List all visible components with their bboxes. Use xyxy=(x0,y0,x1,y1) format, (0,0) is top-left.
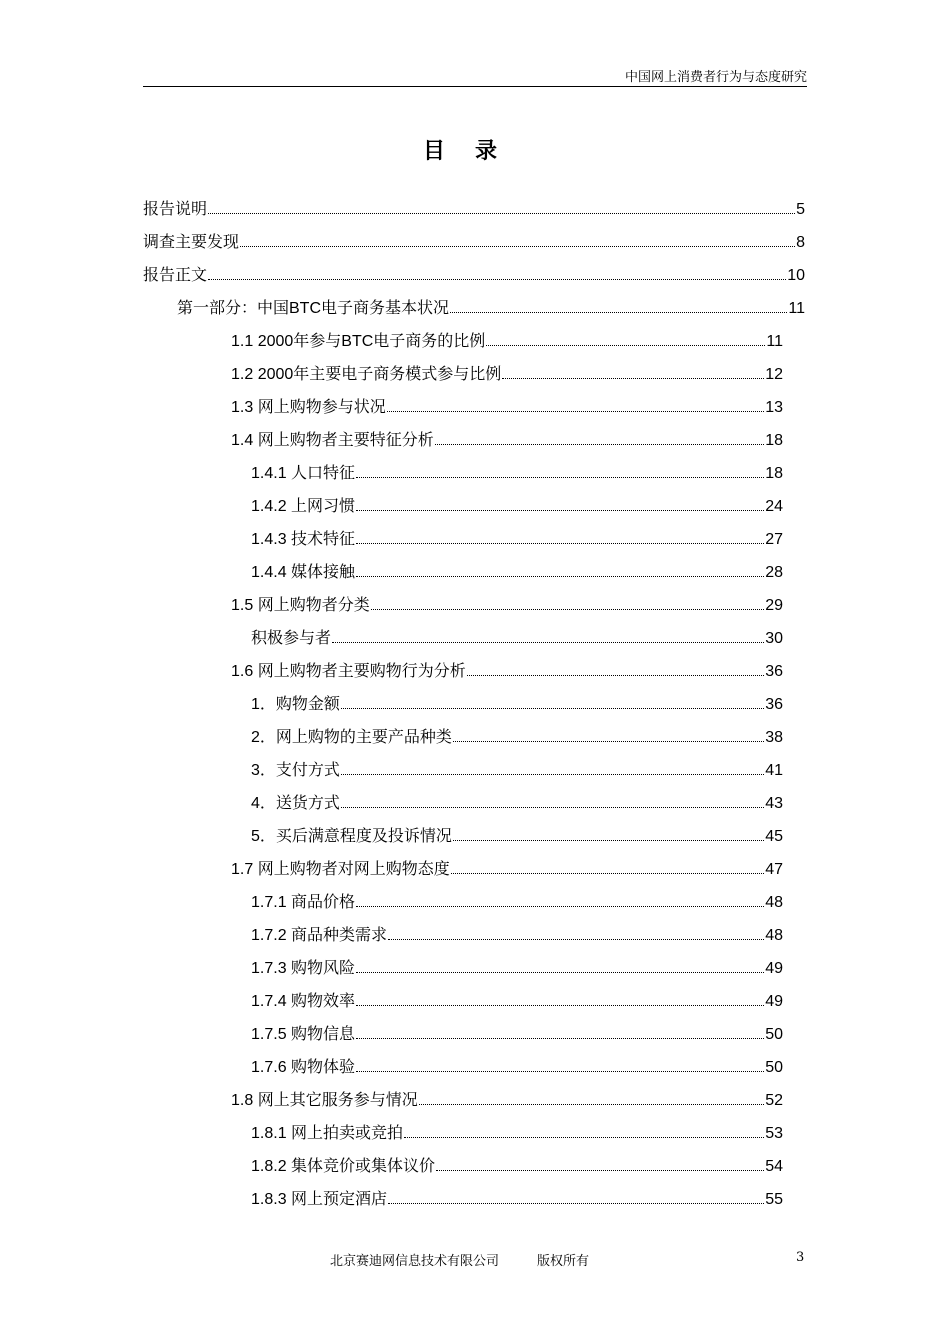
toc-entry-label: 1.7 网上购物者对网上购物态度 xyxy=(231,861,450,878)
table-of-contents xyxy=(143,186,805,1209)
toc-entry-page: 30 xyxy=(765,630,783,647)
toc-entry[interactable] xyxy=(143,813,783,846)
toc-entry-page: 54 xyxy=(765,1158,783,1175)
toc-entry-page: 49 xyxy=(765,993,783,1010)
page-title: 目录 xyxy=(422,138,527,164)
toc-entry[interactable] xyxy=(143,648,783,681)
toc-entry-page: 43 xyxy=(765,795,783,812)
toc-entry-label: 1.5 网上购物者分类 xyxy=(231,597,370,614)
footer-rights: 版权所有 xyxy=(537,1254,590,1269)
toc-dot-leader xyxy=(453,840,764,841)
running-header: 中国网上消费者行为与态度研究 xyxy=(624,70,807,85)
toc-entry-page: 11 xyxy=(766,333,783,350)
toc-entry-label: 1.8.2 集体竞价或集体议价 xyxy=(251,1158,436,1175)
toc-entry-page: 41 xyxy=(765,762,783,779)
toc-dot-leader xyxy=(387,411,765,412)
toc-entry[interactable] xyxy=(143,186,805,219)
toc-entry-label: 第一部分：中国BTC电子商务基本状况 xyxy=(177,300,450,317)
toc-entry-page: 47 xyxy=(765,861,783,878)
toc-dot-leader xyxy=(453,741,764,742)
toc-entry[interactable] xyxy=(143,516,783,549)
toc-entry-page: 36 xyxy=(765,663,783,680)
toc-dot-leader xyxy=(356,1071,764,1072)
toc-entry-label: 1.7.5 购物信息 xyxy=(251,1026,356,1043)
toc-dot-leader xyxy=(450,312,787,313)
toc-entry[interactable] xyxy=(143,780,783,813)
toc-dot-leader xyxy=(486,345,765,346)
toc-entry-label: 5．买后满意程度及投诉情况 xyxy=(251,828,452,845)
toc-dot-leader xyxy=(419,1104,765,1105)
toc-entry[interactable] xyxy=(143,285,805,318)
toc-entry[interactable] xyxy=(143,219,805,252)
toc-entry-label: 2．网上购物的主要产品种类 xyxy=(251,729,452,746)
toc-entry-page: 48 xyxy=(765,927,783,944)
toc-dot-leader xyxy=(240,246,795,247)
toc-entry-label: 1.4 网上购物者主要特征分析 xyxy=(231,432,434,449)
toc-entry-page: 48 xyxy=(765,894,783,911)
toc-entry-page: 27 xyxy=(765,531,783,548)
toc-entry-label: 1.4.4 媒体接触 xyxy=(251,564,356,581)
toc-dot-leader xyxy=(356,1038,764,1039)
toc-dot-leader xyxy=(404,1137,764,1138)
toc-dot-leader xyxy=(435,444,765,445)
toc-entry-page: 12 xyxy=(765,366,783,383)
toc-entry-label: 1.7.1 商品价格 xyxy=(251,894,356,911)
toc-dot-leader xyxy=(356,906,764,907)
toc-dot-leader xyxy=(356,543,764,544)
toc-entry[interactable] xyxy=(143,450,783,483)
toc-entry-page: 38 xyxy=(765,729,783,746)
toc-dot-leader xyxy=(208,279,786,280)
toc-entry[interactable] xyxy=(143,945,783,978)
toc-entry-page: 45 xyxy=(765,828,783,845)
toc-entry-label: 1.4.1 人口特征 xyxy=(251,465,356,482)
toc-dot-leader xyxy=(341,807,764,808)
toc-entry[interactable] xyxy=(143,1011,783,1044)
toc-entry[interactable] xyxy=(143,1044,783,1077)
toc-entry-label: 报告正文 xyxy=(143,267,208,284)
footer-page-number: 3 xyxy=(796,1250,805,1265)
toc-entry-label: 1.3 网上购物参与状况 xyxy=(231,399,386,416)
toc-entry-page: 50 xyxy=(765,1059,783,1076)
toc-entry-label: 1.7.6 购物体验 xyxy=(251,1059,356,1076)
toc-entry-label: 1.8 网上其它服务参与情况 xyxy=(231,1092,418,1109)
toc-entry-page: 55 xyxy=(765,1191,783,1208)
toc-entry-page: 49 xyxy=(765,960,783,977)
toc-entry-page: 29 xyxy=(765,597,783,614)
toc-entry[interactable] xyxy=(143,384,783,417)
toc-entry-label: 1.7.3 购物风险 xyxy=(251,960,356,977)
toc-entry-label: 1.8.1 网上拍卖或竞拍 xyxy=(251,1125,404,1142)
toc-entry[interactable] xyxy=(143,549,783,582)
toc-entry-page: 10 xyxy=(787,267,805,284)
toc-entry-page: 52 xyxy=(765,1092,783,1109)
toc-entry-page: 50 xyxy=(765,1026,783,1043)
toc-entry[interactable] xyxy=(143,681,783,714)
toc-dot-leader xyxy=(388,939,764,940)
toc-entry[interactable] xyxy=(143,252,805,285)
toc-dot-leader xyxy=(467,675,765,676)
toc-dot-leader xyxy=(356,510,764,511)
toc-entry-page: 5 xyxy=(796,201,805,218)
toc-entry-label: 1.6 网上购物者主要购物行为分析 xyxy=(231,663,466,680)
footer-company: 北京赛迪网信息技术有限公司 xyxy=(330,1254,500,1269)
toc-entry[interactable] xyxy=(143,714,783,747)
toc-dot-leader xyxy=(356,477,764,478)
toc-dot-leader xyxy=(341,774,764,775)
toc-entry[interactable] xyxy=(143,417,783,450)
toc-entry[interactable] xyxy=(143,615,783,648)
toc-dot-leader xyxy=(436,1170,764,1171)
toc-dot-leader xyxy=(208,213,795,214)
toc-entry-label: 1．购物金额 xyxy=(251,696,340,713)
toc-entry[interactable] xyxy=(143,879,783,912)
toc-entry[interactable] xyxy=(143,912,783,945)
toc-entry-label: 1.2 2000年主要电子商务模式参与比例 xyxy=(231,366,502,383)
toc-dot-leader xyxy=(341,708,764,709)
toc-entry-page: 11 xyxy=(788,300,805,317)
toc-entry-label: 1.1 2000年参与BTC电子商务的比例 xyxy=(231,333,486,350)
toc-entry-label: 报告说明 xyxy=(143,201,208,218)
toc-entry-page: 28 xyxy=(765,564,783,581)
toc-entry[interactable] xyxy=(143,1176,783,1209)
toc-entry-label: 调查主要发现 xyxy=(143,234,240,251)
toc-dot-leader xyxy=(388,1203,764,1204)
toc-dot-leader xyxy=(332,642,764,643)
toc-dot-leader xyxy=(356,576,764,577)
toc-entry-label: 4．送货方式 xyxy=(251,795,340,812)
toc-entry-label: 1.4.2 上网习惯 xyxy=(251,498,356,515)
toc-entry-label: 积极参与者 xyxy=(251,630,332,647)
toc-dot-leader xyxy=(356,972,764,973)
toc-entry-label: 3．支付方式 xyxy=(251,762,340,779)
toc-entry-label: 1.7.2 商品种类需求 xyxy=(251,927,388,944)
toc-entry-page: 24 xyxy=(765,498,783,515)
header-rule xyxy=(143,86,807,87)
toc-dot-leader xyxy=(451,873,765,874)
toc-entry-page: 36 xyxy=(765,696,783,713)
toc-entry-page: 53 xyxy=(765,1125,783,1142)
toc-entry[interactable] xyxy=(143,1143,783,1176)
toc-entry[interactable] xyxy=(143,1077,783,1110)
toc-entry-page: 13 xyxy=(765,399,783,416)
toc-entry-label: 1.8.3 网上预定酒店 xyxy=(251,1191,388,1208)
toc-entry-page: 18 xyxy=(765,465,783,482)
toc-dot-leader xyxy=(502,378,764,379)
toc-entry[interactable] xyxy=(143,483,783,516)
toc-entry[interactable] xyxy=(143,318,783,351)
toc-entry[interactable] xyxy=(143,1110,783,1143)
toc-dot-leader xyxy=(356,1005,764,1006)
toc-entry[interactable] xyxy=(143,978,783,1011)
toc-entry-label: 1.7.4 购物效率 xyxy=(251,993,356,1010)
toc-entry[interactable] xyxy=(143,582,783,615)
toc-entry-page: 8 xyxy=(796,234,805,251)
toc-entry[interactable] xyxy=(143,747,783,780)
toc-entry-page: 18 xyxy=(765,432,783,449)
toc-dot-leader xyxy=(371,609,765,610)
toc-entry-label: 1.4.3 技术特征 xyxy=(251,531,356,548)
toc-entry[interactable] xyxy=(143,351,783,384)
toc-entry[interactable] xyxy=(143,846,783,879)
